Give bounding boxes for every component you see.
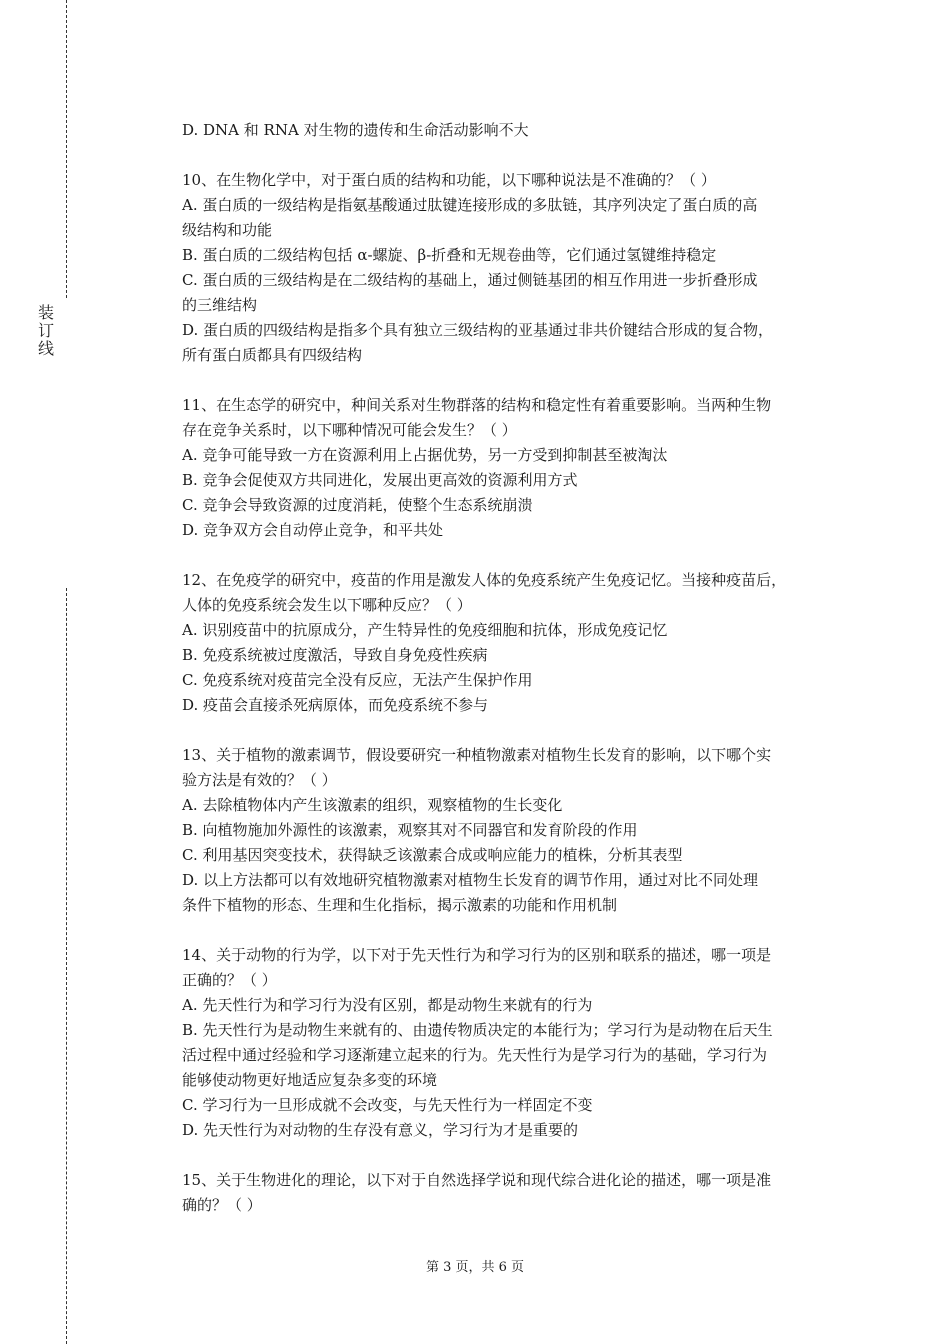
binding-char: 线: [37, 339, 54, 358]
text-line: C. 竞争会导致资源的过度消耗，使整个生态系统崩溃: [182, 496, 533, 514]
text-line: A. 识别疫苗中的抗原成分，产生特异性的免疫细胞和抗体，形成免疫记忆: [182, 621, 668, 639]
text-line: B. 蛋白质的二级结构包括 α-螺旋、β-折叠和无规卷曲等，它们通过氢键维持稳定: [182, 246, 717, 264]
binding-line-bottom: [66, 588, 67, 1344]
block-gap: [182, 718, 848, 743]
text-line: D. DNA 和 RNA 对生物的遗传和生命活动影响不大: [182, 121, 529, 139]
binding-label: [37, 304, 55, 358]
text-line: 的三维结构: [182, 296, 258, 314]
text-line: A. 先天性行为和学习行为没有区别，都是动物生来就有的行为: [182, 996, 593, 1014]
question-block: [182, 1168, 848, 1218]
block-gap: [182, 1143, 848, 1168]
text-line: 10、在生物化学中，对于蛋白质的结构和功能，以下哪种说法是不准确的？（ ）: [182, 171, 716, 189]
text-line: B. 向植物施加外源性的该激素，观察其对不同器官和发育阶段的作用: [182, 821, 638, 839]
text-line: 存在竞争关系时，以下哪种情况可能会发生？（ ）: [182, 421, 517, 439]
question-block: [182, 568, 848, 718]
text-line: D. 疫苗会直接杀死病原体，而免疫系统不参与: [182, 696, 489, 714]
text-line: 能够使动物更好地适应复杂多变的环境: [182, 1071, 438, 1089]
question-block: [182, 393, 848, 543]
question-block: [182, 943, 848, 1143]
text-line: 12、在免疫学的研究中，疫苗的作用是激发人体的免疫系统产生免疫记忆。当接种疫苗后，: [182, 571, 787, 589]
binding-char: 订: [37, 321, 54, 340]
text-line: 所有蛋白质都具有四级结构: [182, 346, 363, 364]
text-line: 级结构和功能: [182, 221, 273, 239]
text-line: 11、在生态学的研究中，种间关系对生物群落的结构和稳定性有着重要影响。当两种生物: [182, 396, 772, 414]
block-gap: [182, 543, 848, 568]
text-line: A. 竞争可能导致一方在资源利用上占据优势，另一方受到抑制甚至被淘汰: [182, 446, 668, 464]
text-line: 人体的免疫系统会发生以下哪种反应？（ ）: [182, 596, 472, 614]
text-line: D. 竞争双方会自动停止竞争，和平共处: [182, 521, 444, 539]
text-line: C. 学习行为一旦形成就不会改变，与先天性行为一样固定不变: [182, 1096, 593, 1114]
text-line: D. 先天性行为对动物的生存没有意义，学习行为才是重要的: [182, 1121, 579, 1139]
binding-char: 装: [37, 303, 54, 322]
block-gap: [182, 918, 848, 943]
question-block: [182, 118, 848, 143]
text-line: D. 以上方法都可以有效地研究植物激素对植物生长发育的调节作用，通过对比不同处理: [182, 871, 759, 889]
text-line: C. 利用基因突变技术，获得缺乏该激素合成或响应能力的植株，分析其表型: [182, 846, 683, 864]
text-line: 验方法是有效的？（ ）: [182, 771, 337, 789]
text-line: C. 免疫系统对疫苗完全没有反应，无法产生保护作用: [182, 671, 533, 689]
question-content: [182, 118, 848, 1218]
text-line: B. 免疫系统被过度激活，导致自身免疫性疾病: [182, 646, 488, 664]
block-gap: [182, 368, 848, 393]
text-line: A. 去除植物体内产生该激素的组织，观察植物的生长变化: [182, 796, 563, 814]
text-line: B. 先天性行为是动物生来就有的、由遗传物质决定的本能行为；学习行为是动物在后天生: [182, 1021, 773, 1039]
text-line: 正确的？（ ）: [182, 971, 277, 989]
text-line: C. 蛋白质的三级结构是在二级结构的基础上，通过侧链基团的相互作用进一步折叠形成: [182, 271, 758, 289]
question-block: [182, 743, 848, 918]
text-line: D. 蛋白质的四级结构是指多个具有独立三级结构的亚基通过非共价键结合形成的复合物，: [182, 321, 774, 339]
question-block: [182, 168, 848, 368]
block-gap: [182, 143, 848, 168]
text-line: 活过程中通过经验和学习逐渐建立起来的行为。先天性行为是学习行为的基础，学习行为: [182, 1046, 768, 1064]
text-line: B. 竞争会促使双方共同进化，发展出更高效的资源利用方式: [182, 471, 578, 489]
text-line: 13、关于植物的激素调节，假设要研究一种植物激素对植物生长发育的影响，以下哪个实: [182, 746, 772, 764]
text-line: A. 蛋白质的一级结构是指氨基酸通过肽键连接形成的多肽链，其序列决定了蛋白质的高: [182, 196, 758, 214]
binding-line-top: [66, 0, 67, 298]
text-line: 条件下植物的形态、生理和生化指标，揭示激素的功能和作用机制: [182, 896, 618, 914]
text-line: 14、关于动物的行为学，以下对于先天性行为和学习行为的区别和联系的描述，哪一项是: [182, 946, 772, 964]
page-footer: 第 3 页，共 6 页: [425, 1260, 525, 1275]
text-line: 15、关于生物进化的理论，以下对于自然选择学说和现代综合进化论的描述，哪一项是准: [182, 1171, 772, 1189]
text-line: 确的？（ ）: [182, 1196, 262, 1214]
